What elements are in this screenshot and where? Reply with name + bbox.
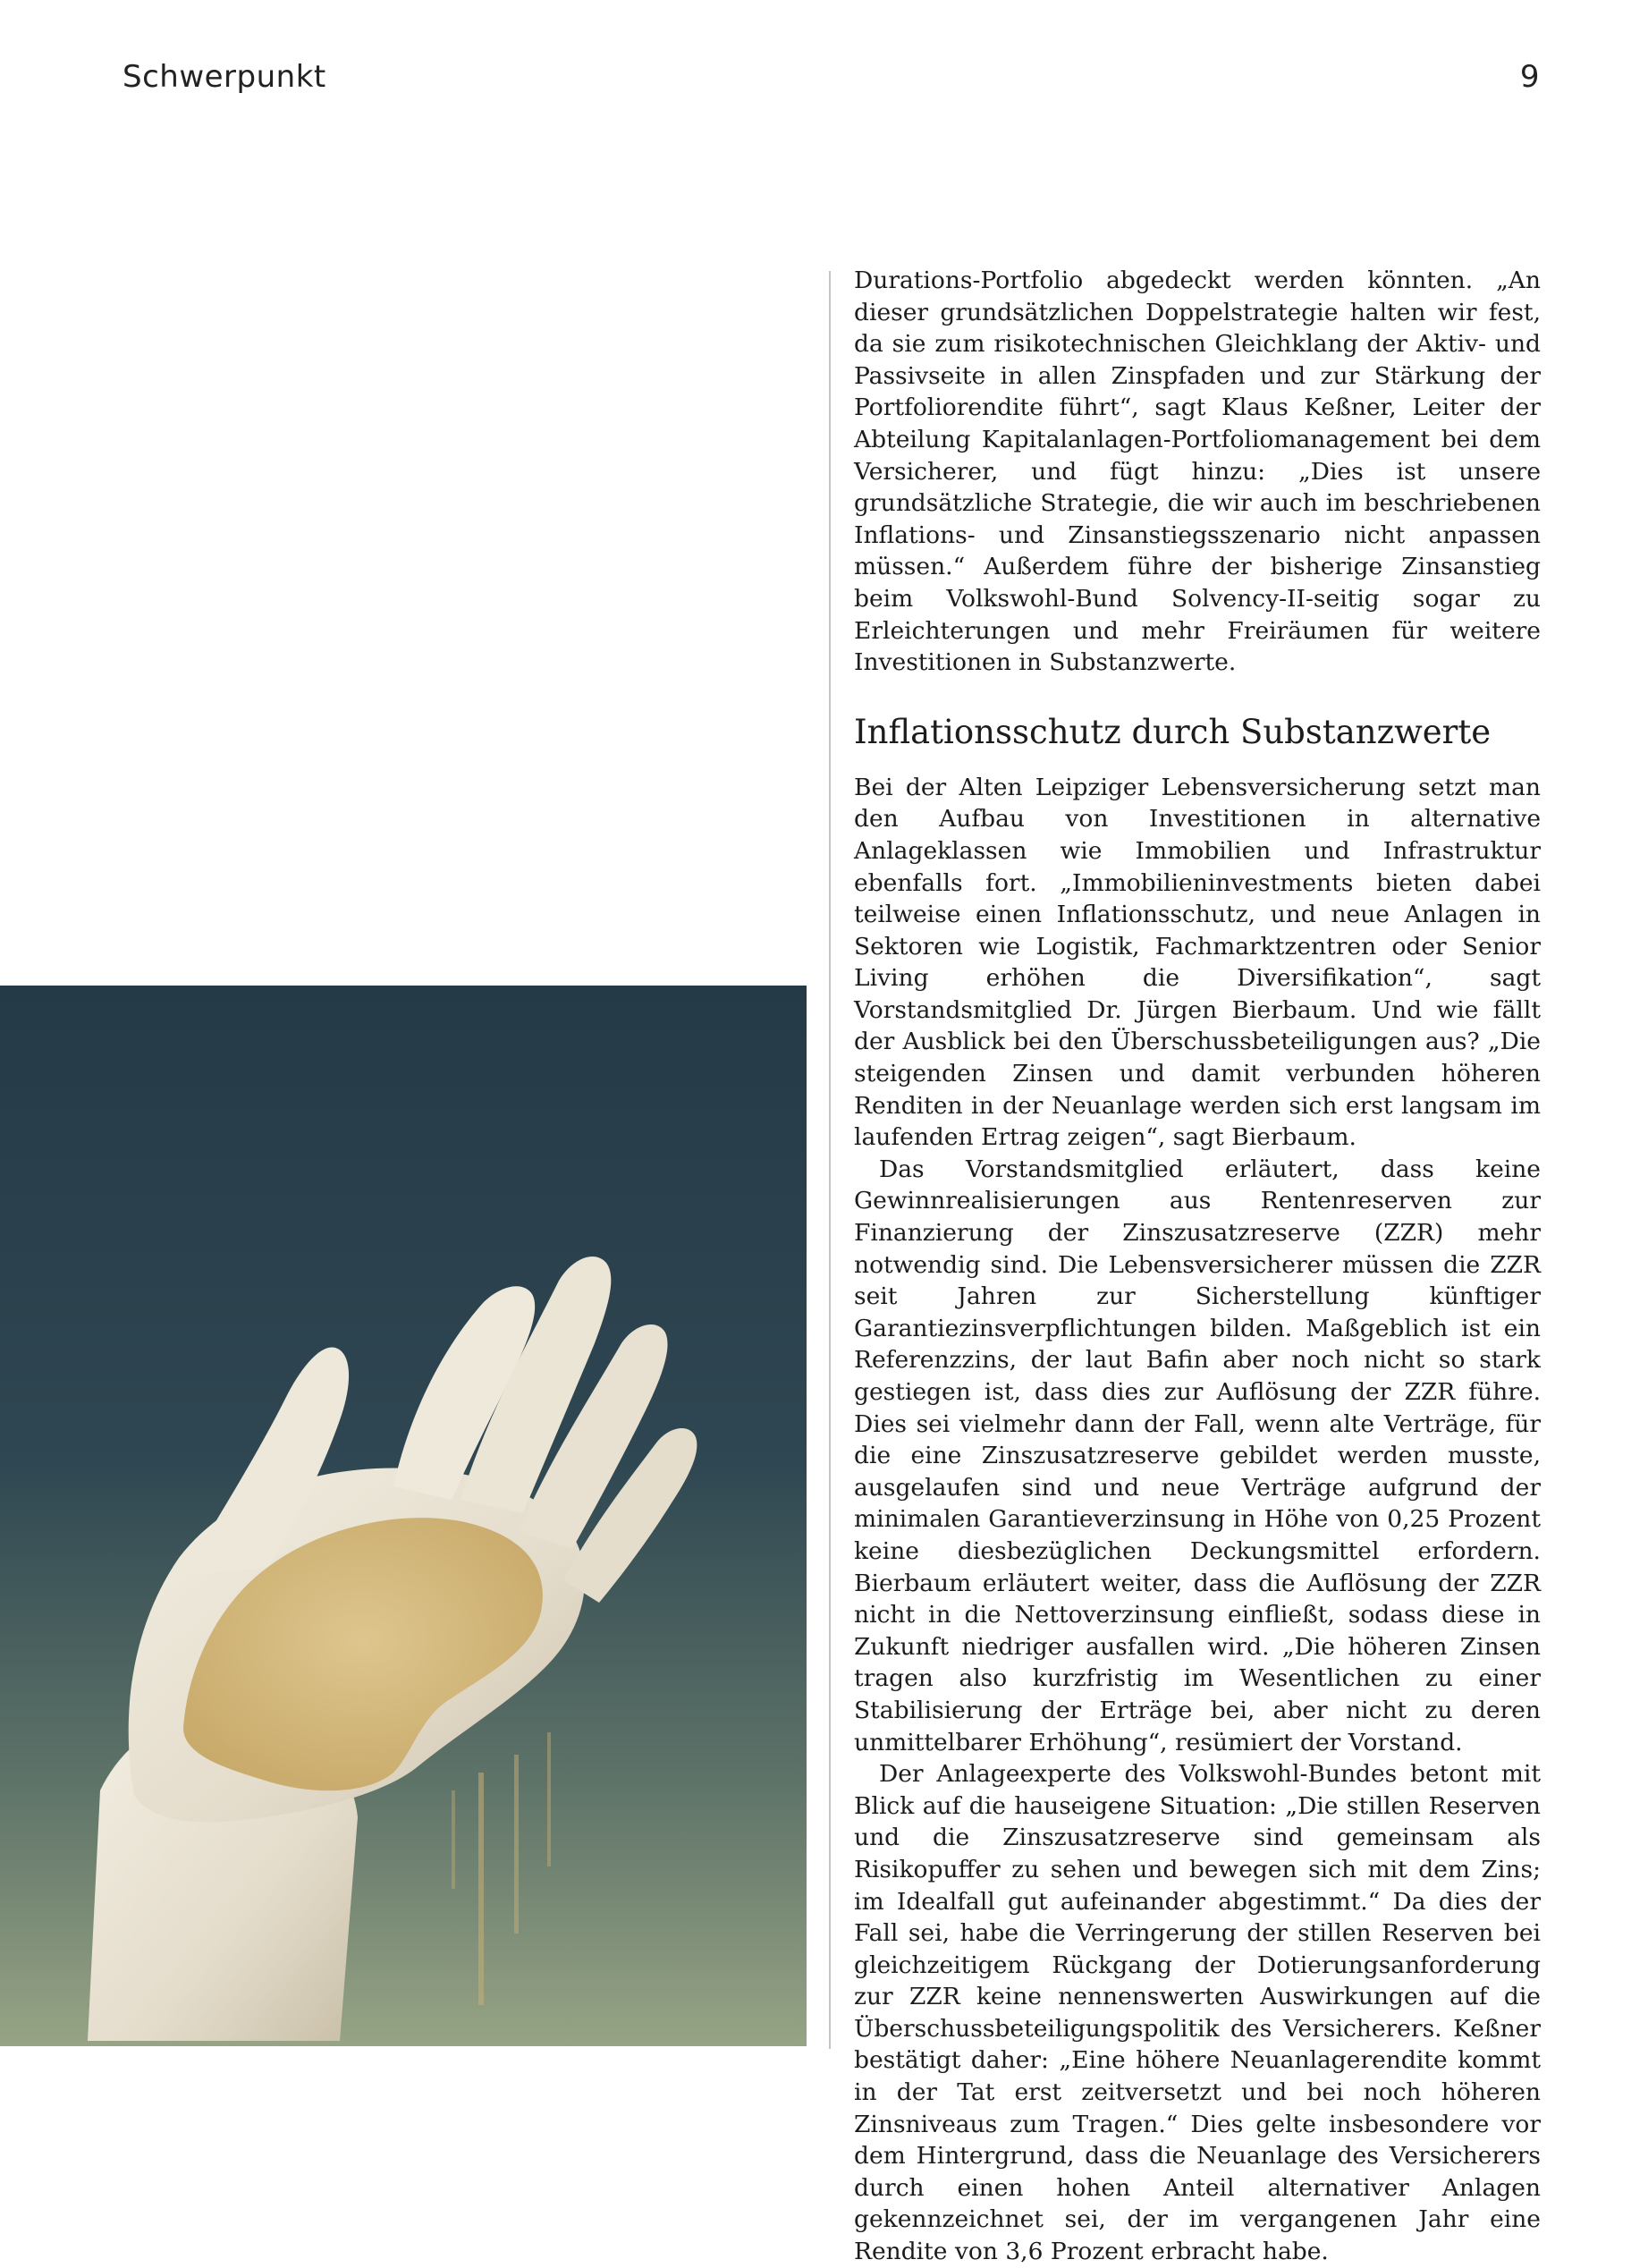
section-label: Schwerpunkt [123,59,326,95]
article-subheading: Inflationsschutz durch Substanzwerte [854,712,1492,751]
sand-stream [547,1732,551,1866]
sand-stream [478,1773,484,2005]
article-paragraph: Bei der Alten Leipziger Lebensversicherung setzt man den Aufbau von Investitionen in alternative Anlageklassen wie Immobilien und Infrastruktur ebenfalls fort. „Immobilieninvestments bieten dabei teilweise einen Inflationsschutz, und neue Anlagen in Sektoren wie Logistik, Fachmarktzentren oder Senior Living erhöhen die Diversifikation“, sagt Vorstandsmitglied Dr. Jürgen Bierbaum. Und wie fällt der Ausblick bei den Überschussbeteiligungen aus? „Die steigenden Zinsen und damit verbunden höheren Renditen in der Neuanlage werden sich erst langsam im laufenden Ertrag zeigen“, sagt Bierbaum. [854,773,1541,1152]
column-rule [829,271,831,2049]
article-paragraph: Das Vorstandsmitglied erläutert, dass keine Gewinnrealisierungen aus Rentenreserven zur Finanzierung der Zinszusatzreserve (ZZR) mehr notwendig sind. Die Lebensversicherer müssen die ZZR seit Jahren zur Sicherstellung künftiger Garantiezinsverpflichtungen bilden. Maßgeblich ist ein Referenzzins, der laut Bafin aber noch nicht so stark gestiegen ist, dass dies zur Auflösung der ZZR führe. Dies sei vielmehr dann der Fall, wenn alte Verträge, für die eine Zinszusatzreserve gebildet werden musste, ausgelaufen sind und neue Verträge aufgrund der minimalen Garantieverzinsung in Höhe von 0,25 Prozent keine diesbezüglichen Deckungsmittel erfordern. Bierbaum erläutert weiter, dass die Auflösung der ZZR nicht in die Nettoverzinsung einfließt, sodass diese in Zukunft niedriger ausfallen wird. „Die höheren Zinsen tragen also kurzfristig im Wesentlichen zu einer Stabilisierung der Erträge bei, aber nicht zu deren unmittelbarer Erhöhung“, resümiert der Vorstand. [854,1155,1541,1756]
page-number: 9 [1519,59,1540,95]
hand-sand-illustration [0,986,807,2046]
article-paragraph: Durations-Portfolio abgedeckt werden könnten. „An dieser grundsätzlichen Doppelstrategie halten wir fest, da sie zum risikotechnischen Gleichklang der Aktiv- und Passivseite in allen Zinspfaden und zur Stärkung der Portfoliorendite führt“, sagt Klaus Keßner, Leiter der Abteilung Kapitalanlagen-Portfoliomanagement bei dem Versicherer, und fügt hinzu: „Dies ist unsere grundsätzliche Strategie, die wir auch im beschriebenen Inflations- und Zinsanstiegsszenario nicht anpassen müssen.“ Außerdem führe der bisherige Zinsanstieg beim Volkswohl-Bund Solvency-II-seitig sogar zu Erleichterungen und mehr Freiräumen für weitere Investitionen in Substanzwerte. [854,267,1541,677]
sand-stream [452,1790,455,1889]
article-column [854,265,1541,2268]
sand-stream [514,1755,519,1934]
article-paragraph: Der Anlageexperte des Volkswohl-Bundes betont mit Blick auf die hauseigene Situation: „Die stillen Reserven und die Zinszusatzreserve sind gemeinsam als Risikopuffer zu sehen und bewegen sich mit dem Zins; im Idealfall gut aufeinander abgestimmt.“ Da dies der Fall sei, habe die Verringerung der stillen Reserven bei gleichzeitigem Rückgang der Dotierungsanforderung zur ZZR keine nennenswerten Auswirkungen auf die Überschussbeteiligungspolitik des Versicherers. Keßner bestätigt daher: „Eine höhere Neuanlagerendite kommt in der Tat erst zeitversetzt und bei noch höheren Zinsniveaus zum Tragen.“ Dies gelte insbesondere vor dem Hintergrund, dass die Neuanlage des Versicherers durch einen hohen Anteil alternativer Anlagen gekennzeichnet sei, der im vergangenen Jahr eine Rendite von 3,6 Prozent erbracht habe. [854,1760,1541,2266]
